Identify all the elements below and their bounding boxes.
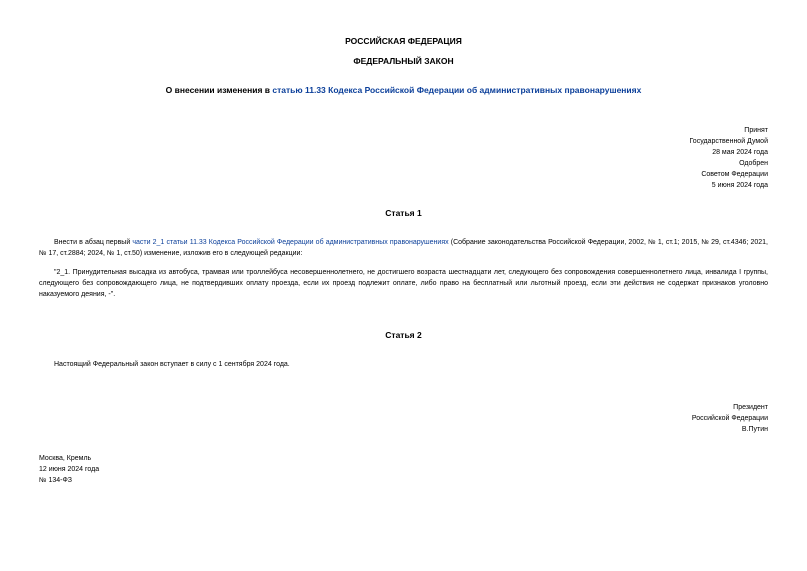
footer-place: Москва, Кремль (39, 455, 92, 462)
law-title-prefix: О внесении изменения в (165, 85, 273, 95)
law-title (0, 85, 807, 96)
article-2-text: Настоящий Федеральный закон вступает в силу с 1 сентября 2024 года. (54, 361, 290, 368)
article-1-intro-link[interactable]: части 2_1 статьи 11.33 Кодекса Российской Федерации об административных правонарушениях (132, 239, 449, 246)
footer-date: 12 июня 2024 года (39, 466, 100, 473)
article-1-heading: Статья 1 (385, 208, 422, 218)
accepted-date: 28 мая 2024 года (712, 149, 768, 156)
adoption-block (568, 125, 768, 191)
signature-name: В.Путин (741, 426, 768, 433)
article-2-heading: Статья 2 (385, 330, 422, 340)
approved-date: 5 июня 2024 года (711, 182, 768, 189)
approved-by: Советом Федерации (701, 171, 768, 178)
article-1-intro-prefix: Внести в абзац первый (54, 239, 133, 246)
signature-position: Президент (733, 404, 768, 411)
footer-number: № 134-ФЗ (39, 477, 73, 484)
signature-country: Российской Федерации (691, 415, 768, 422)
approved-label: Одобрен (739, 160, 768, 167)
country-heading: РОССИЙСКАЯ ФЕДЕРАЦИЯ (345, 36, 462, 46)
doc-type-heading: ФЕДЕРАЛЬНЫЙ ЗАКОН (353, 56, 454, 66)
footer-block (39, 453, 99, 486)
accepted-label: Принят (744, 127, 768, 134)
law-title-link[interactable]: статью 11.33 Кодекса Российской Федерации об административных правонарушениях (272, 85, 642, 95)
article-1-intro (39, 238, 768, 260)
article-1-intro-suffix: (Собрание законодательства Российской Федерации, 2002, № 1, ст.1; 2015, № 29, ст.4346; 2021, № 17, ст.2884; 2024, № 1, ст.50) изменение, изложив его в следующей редакции: (39, 239, 769, 257)
accepted-by: Государственной Думой (689, 138, 768, 145)
signature-block (568, 402, 768, 435)
article-1-quote: "2_1. Принудительная высадка из автобуса, трамвая или троллейбуса несовершеннолетнего, не достигшего возраста шестнадцати лет, следующего без сопровождения совершеннолетнего лица, инвалида I группы, следующего без сопровождающего лица, не подтвердивших оплату проезда, если их проезд подлежит оплате, либо право на бесплатный или льготный проезд, если эти действия не содержат признаков уголовно наказуемого деяния, -". (39, 269, 768, 298)
